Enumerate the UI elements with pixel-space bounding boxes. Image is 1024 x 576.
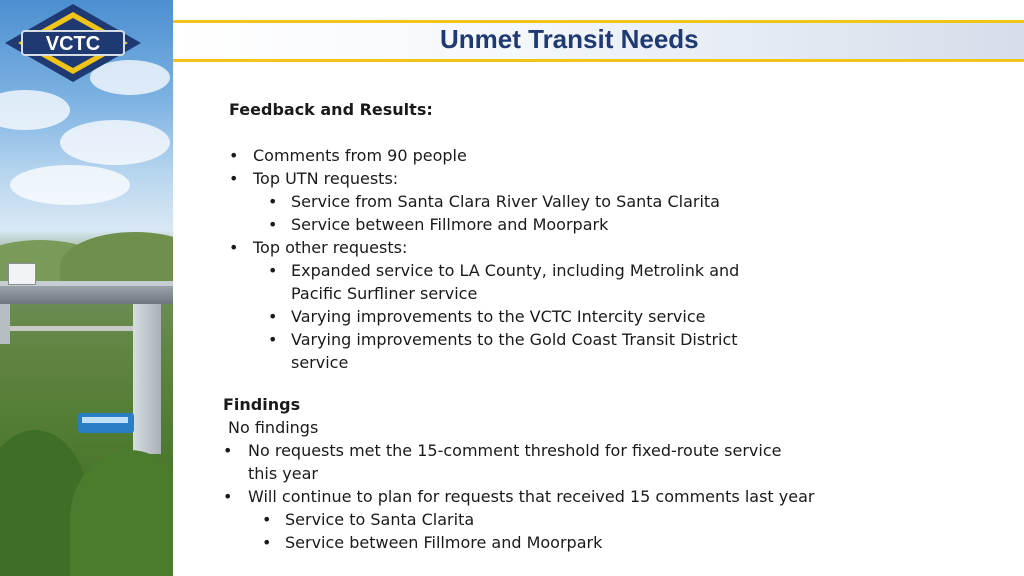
bullet: •	[229, 238, 239, 257]
bullet: •	[268, 261, 278, 280]
findings-subheading: No findings	[228, 418, 319, 437]
list-item-continuation: Pacific Surfliner service	[291, 284, 478, 303]
bullet: •	[262, 510, 272, 529]
list-item: Top other requests:	[253, 238, 408, 257]
page-title: Unmet Transit Needs	[440, 24, 699, 54]
bullet: •	[262, 533, 272, 552]
bridge-deck	[0, 286, 173, 304]
list-item: Expanded service to LA County, including Metrolink and	[291, 261, 740, 280]
list-item: Service between Fillmore and Moorpark	[291, 215, 609, 234]
highway-photo	[0, 0, 173, 576]
cloud	[10, 165, 130, 205]
list-item: Comments from 90 people	[253, 146, 467, 165]
road	[0, 326, 140, 331]
truck	[8, 263, 36, 285]
bridge-pillar	[133, 304, 161, 454]
feedback-heading: Feedback and Results:	[229, 100, 433, 119]
bullet: •	[229, 146, 239, 165]
bullet: •	[229, 169, 239, 188]
list-item: Service to Santa Clarita	[285, 510, 475, 529]
list-item: Service from Santa Clara River Valley to Santa Clarita	[291, 192, 720, 211]
findings-heading: Findings	[223, 395, 301, 414]
list-item: No requests met the 15-comment threshold for fixed-route service	[248, 441, 782, 460]
list-item: Service between Fillmore and Moorpark	[285, 533, 603, 552]
list-item: Varying improvements to the VCTC Intercity service	[291, 307, 706, 326]
cloud	[60, 120, 170, 165]
bullet: •	[268, 307, 278, 326]
list-item-continuation: service	[291, 353, 349, 372]
bullet: •	[268, 215, 278, 234]
bullet: •	[223, 441, 233, 460]
logo-text: VCTC	[45, 33, 101, 55]
list-item: Varying improvements to the Gold Coast Transit District	[291, 330, 738, 349]
list-item: Will continue to plan for requests that received 15 comments last year	[248, 487, 815, 506]
bullet: •	[223, 487, 233, 506]
bush	[70, 450, 173, 576]
cloud	[0, 90, 70, 130]
bullet: •	[268, 192, 278, 211]
bus	[78, 413, 134, 433]
vctc-logo-icon	[2, 2, 144, 84]
list-item-continuation: this year	[248, 464, 318, 483]
bridge-pillar	[0, 304, 10, 344]
bullet: •	[268, 330, 278, 349]
list-item: Top UTN requests:	[253, 169, 399, 188]
